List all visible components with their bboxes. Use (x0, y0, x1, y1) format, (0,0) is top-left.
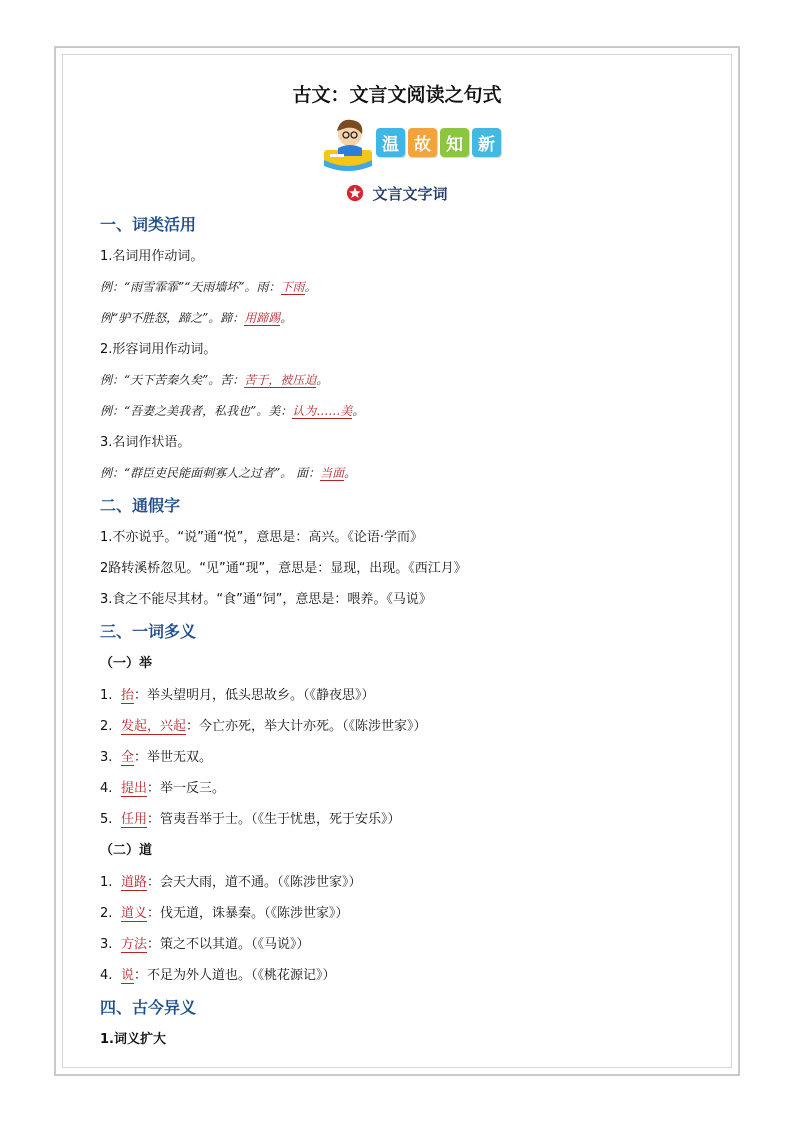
tile-wen: 温 (376, 128, 405, 157)
section-heading-4: 四、古今异义 (100, 998, 197, 1017)
item-text: ：会天大雨，道不通。（《陈涉世家》） (147, 875, 362, 890)
tile-xin: 新 (472, 128, 501, 157)
section2-line-2: 2路转溪桥忽见。“见”通“现”，意思是：显现，出现。《西江月》 (100, 561, 467, 576)
section-heading-1: 一、词类活用 (100, 215, 197, 234)
answer-text: 发起，兴起 (121, 719, 187, 734)
item-number: 5. (100, 812, 113, 827)
list-item (100, 867, 720, 898)
student-reading-icon (320, 116, 376, 174)
answer-text: 当面 (320, 466, 345, 480)
list-item (100, 711, 720, 742)
section2-line-1: 1.不亦说乎。“说”通“悦”，意思是：高兴。《论语·学而》 (100, 530, 423, 545)
item-number: 2. (100, 719, 113, 734)
red-star-icon (346, 184, 364, 202)
document-content (100, 78, 720, 1056)
subheading-text: 文言文字词 (372, 184, 448, 203)
answer-text: 抬 (121, 688, 135, 703)
answer-text: 方法 (121, 937, 148, 952)
tile-zhi: 知 (440, 128, 469, 157)
item-text: ：今亡亦死，举大计亦死。（《陈涉世家》） (186, 719, 427, 734)
tile-gu: 故 (408, 128, 437, 157)
item-text: ：不足为外人道也。（《桃花源记》） (134, 968, 336, 983)
example-line (100, 365, 720, 396)
answer-text: 提出 (121, 781, 148, 796)
answer-text: 下雨 (280, 280, 305, 294)
item-text: ：举世无双。 (134, 750, 213, 765)
item-number: 2. (100, 906, 113, 921)
example-line (100, 303, 720, 334)
review-tiles (376, 128, 501, 157)
item-number: 3. (100, 937, 113, 952)
item-text: ：管夷吾举于士。（《生于忧患，死于安乐》） (147, 812, 401, 827)
example-text: 例：“天下苦秦久矣”。苦： (100, 373, 245, 387)
list-item (100, 742, 720, 773)
example-end: 。 (352, 404, 365, 418)
subheading (100, 178, 694, 208)
example-text: 例：“吾妻之美我者，私我也”。美： (100, 404, 293, 418)
subsection-ju: （一）举 (100, 656, 153, 671)
page-title: 古文：文言文阅读之句式 (292, 84, 502, 106)
subsection-word-meaning-expansion: 1.词义扩大 (100, 1032, 166, 1047)
list-item (100, 929, 720, 960)
review-banner (100, 116, 694, 176)
example-end: 。 (280, 311, 293, 325)
section-heading-3: 三、一词多义 (100, 622, 197, 641)
example-line (100, 396, 720, 427)
list-item (100, 680, 720, 711)
answer-text: 全 (121, 750, 135, 765)
section1-line-1: 1.名词用作动词。 (100, 249, 204, 264)
item-text: ：策之不以其道。（《马说》） (147, 937, 310, 952)
item-number: 3. (100, 750, 113, 765)
answer-text: 任用 (121, 812, 148, 827)
example-text: 例：“雨雪霏霏”“天雨墙坏”。雨： (100, 280, 281, 294)
item-number: 1. (100, 875, 113, 890)
answer-text: 认为……美 (292, 404, 353, 418)
list-item (100, 773, 720, 804)
section-heading-2: 二、通假字 (100, 496, 181, 515)
answer-text: 说 (121, 968, 135, 983)
item-number: 4. (100, 968, 113, 983)
item-number: 4. (100, 781, 113, 796)
example-text: 例：“群臣吏民能面刺寡人之过者”。 面： (100, 466, 321, 480)
item-text: ：伐无道，诛暴秦。（《陈涉世家》） (147, 906, 349, 921)
example-end: 。 (316, 373, 329, 387)
list-item (100, 804, 720, 835)
example-end: 。 (344, 466, 357, 480)
subsection-dao: （二）道 (100, 843, 153, 858)
section1-line-3: 3.名词作状语。 (100, 435, 191, 450)
answer-text: 苦于，被压迫 (244, 373, 317, 387)
item-number: 1. (100, 688, 113, 703)
answer-text: 道路 (121, 875, 148, 890)
example-line (100, 458, 720, 489)
item-text: ：举头望明月，低头思故乡。（《静夜思》） (134, 688, 375, 703)
item-text: ：举一反三。 (147, 781, 226, 796)
example-end: 。 (304, 280, 317, 294)
list-item (100, 898, 720, 929)
example-line (100, 272, 720, 303)
example-text: 例“驴不胜怒，蹄之”。蹄： (100, 311, 245, 325)
answer-text: 用蹄踢 (244, 311, 281, 325)
list-item (100, 960, 720, 991)
section2-line-3: 3.食之不能尽其材。“食”通“饲”，意思是：喂养。《马说》 (100, 592, 432, 607)
answer-text: 道义 (121, 906, 148, 921)
section1-line-2: 2.形容词用作动词。 (100, 342, 217, 357)
